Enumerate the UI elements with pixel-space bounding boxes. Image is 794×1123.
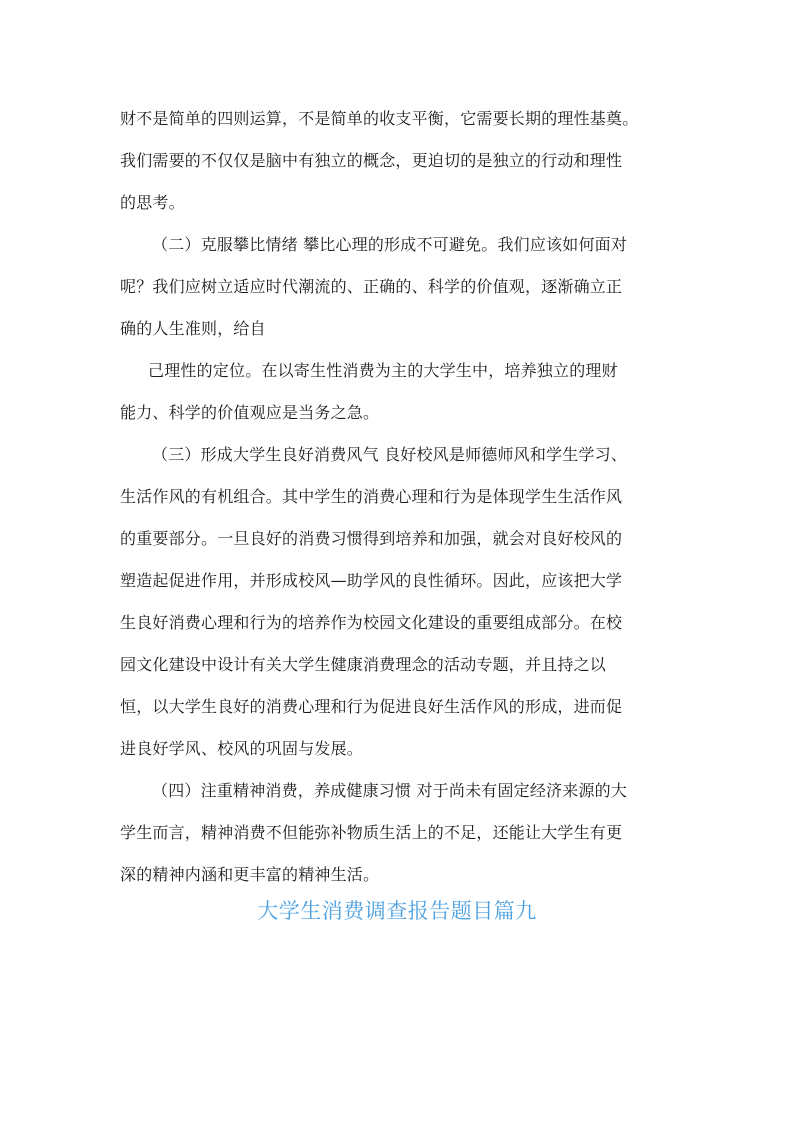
paragraph-line: 恒，以大学生良好的消费心理和行为促进良好生活作风的形成，进而促 [120,697,623,716]
section-three-line: （三）形成大学生良好消费风气 良好校风是师德师风和学生学习、 [152,445,628,464]
paragraph-line: 生活作风的有机组合。其中学生的消费心理和行为是体现学生生活作风 [120,487,623,506]
paragraph-line: 学生而言，精神消费不但能弥补物质生活上的不足，还能让大学生有更 [120,823,623,842]
section-heading: 大学生消费调查报告题目篇九 [257,899,537,923]
paragraph-line: 塑造起促进作用，并形成校风—助学风的良性循环。因此，应该把大学 [120,571,623,590]
paragraph-line: 的重要部分。一旦良好的消费习惯得到培养和加强，就会对良好校风的 [120,529,623,548]
paragraph-line: 园文化建设中设计有关大学生健康消费理念的活动专题，并且持之以 [120,655,607,674]
paragraph-line: 生良好消费心理和行为的培养作为校园文化建设的重要组成部分。在校 [120,613,623,632]
paragraph-line: 深的精神内涵和更丰富的精神生活。 [120,865,380,884]
section-two-line: （二）克服攀比情绪 攀比心理的形成不可避免。我们应该如何面对 [152,235,628,254]
paragraph-line: 呢？我们应树立适应时代潮流的、正确的、科学的价值观，逐渐确立正 [120,277,623,296]
paragraph-line: 能力、科学的价值观应是当务之急。 [120,403,380,422]
paragraph-line: 己理性的定位。在以寄生性消费为主的大学生中，培养独立的理财 [148,361,618,380]
section-four-line: （四）注重精神消费，养成健康习惯 对于尚未有固定经济来源的大 [152,781,628,800]
paragraph-line: 财不是简单的四则运算，不是简单的收支平衡，它需要长期的理性基奠。 [120,109,639,128]
paragraph-line: 进良好学风、校风的巩固与发展。 [120,739,364,758]
paragraph-line: 确的人生准则，给自 [120,319,266,338]
paragraph-line: 的思考。 [120,193,185,212]
paragraph-line: 我们需要的不仅仅是脑中有独立的概念，更迫切的是独立的行动和理性 [120,151,623,170]
